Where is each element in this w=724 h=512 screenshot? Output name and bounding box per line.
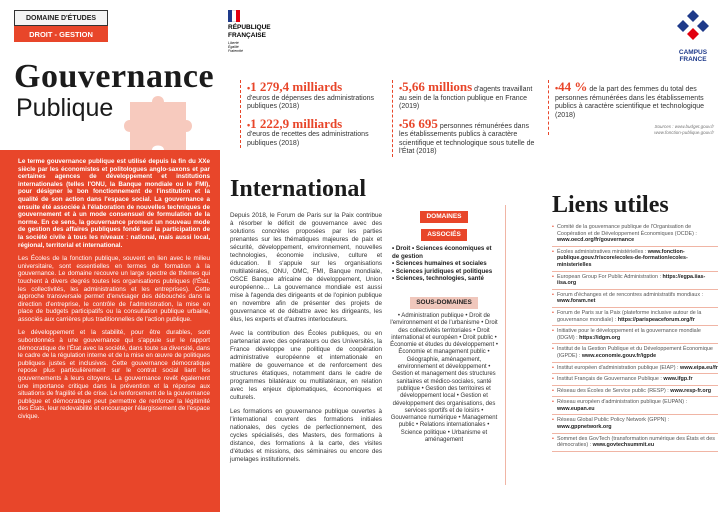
intro-paragraph: Le terme gouvernance publique est utilisé depuis la fin du XXe siècle par les économistes et politologues anglo-saxons et par certaines agences de développement et institutions internationales (telles l'ONU, la Banque mondiale ou le FMI), pour désigner le bon fonctionnement de l'institution et la qualité de son action dans l'espace social. La gouvernance a ensuite été associée à l'élaboration de nouvelles techniques de gouvernement et à un mode consensuel de formulation de la norme. En ce sens, la gouvernance promeut un nouveau mode de gestion des affaires publiques fondé sur la participation de la société civile à tous les niveaux : national, mais aussi local, régional, territorial et international. (18, 158, 210, 249)
link-label: Initiative pour le développement et la gouvernance mondiale (IDGM) : (557, 328, 701, 341)
sources-note: Sources : www.budget.gouv.fr www.fonction-publique.gouv.fr (654, 124, 714, 135)
list-item (552, 222, 718, 247)
list-item (552, 290, 718, 308)
list-item (552, 415, 718, 433)
stat-text: de la part des femmes du total des personnes rémunérées dans les établissements publics à caractère scientifique et technologique (2018) (555, 86, 705, 119)
link-url[interactable]: www.eupan.eu (557, 405, 595, 412)
tag-field: DROIT - GESTION (14, 26, 108, 42)
stat-item: •56 695 personnes rémunérées dans les établissements publics à caractère scientifique et technologique sous tutelle de l'État (2018) (399, 115, 535, 155)
international-paragraph: Les formations en gouvernance publique ouvertes à l'international couvrent des formations initiales nationales, des cycles de perfectionnement, des cycles spécialisés, des Masters, des formations à distance, des formations à la carte, des visites d'études et missions, des séminaires ou encore des jumelages institutionnels. (230, 408, 382, 463)
stat-text: d'euros de recettes des administrations publiques (2018) (247, 131, 369, 147)
domaines-list (388, 245, 500, 283)
republique-francaise-logo (228, 10, 308, 62)
tag-domain: DOMAINE D'ÉTUDES (14, 10, 108, 26)
link-label: Réseau des Écoles de Service public (RESP) : (557, 387, 671, 394)
link-url[interactable]: www.economie.gouv.fr/igpde (581, 352, 657, 359)
international-heading: International (230, 176, 367, 202)
stat-number: 44 % (558, 79, 588, 94)
link-url[interactable]: https://parispeaceforum.org/fr (617, 316, 695, 323)
link-url[interactable]: https://idgm.org (579, 334, 621, 341)
link-label: Réseau européen d'administration publique (EUPAN) : (557, 399, 688, 406)
international-paragraph: Depuis 2018, le Forum de Paris sur la Paix contribue à résorber le déficit de gouvernance avec des solutions concrètes proposées par les parties prenantes sur les thématiques majeures de paix et sécurité, développement, environnement, nouvelles technologies, économie inclusive, culture et éducation. Il s'appuie sur les organisations multilatérales, ONU, OMC, FMI, Banque mondiale, OSCE Banque africaine de développement, Union européenne… La gouvernance mondiale est aussi mise à l'agenda des dirigeants et de l'opinion publique en novembre afin de présenter des projets de gouvernance et de débattre avec les dirigeants, les élus, les experts et d'autres interlocuteurs. (230, 212, 382, 323)
stat-text: d'agents travaillant au sein de la fonction publique en France (2019) (399, 86, 533, 110)
stats-column-3 (548, 80, 714, 135)
column-divider (505, 205, 506, 485)
link-label: Institut de la Gestion Publique et du Développement Économique (IGPDE) : (557, 346, 713, 359)
list-item (552, 344, 718, 362)
intro-paragraph: Le développement et la stabilité, pour être durables, sont subordonnés à une gouvernance qui s'appuie sur le rapport démocratique de l'État avec la société, dans toute sa diversité, dans le cadre de la régulation interne et de la mise en œuvre de politiques publiques justes et inclusives. Cette gouvernance démocratique repose plus particulièrement sur le contrat social liant les gouvernements à leurs citoyens. La gouvernance revêt également une importance critique dans la prévention et la réponse aux situations de fragilité et de crise. Le renforcement de la gouvernance publique et démocratique peut permettre de renforcer la légitimité des États, leur redevabilité et encourager l'élargissement de l'espace civique. (18, 329, 210, 420)
stat-number: 1 279,4 milliards (250, 79, 343, 94)
list-item (552, 397, 718, 415)
stat-item: •1 222,9 milliards d'euros de recettes des administrations publiques (2018) (247, 115, 369, 147)
stat-text: d'euros de dépenses des administrations publiques (2018) (247, 94, 375, 110)
sous-domaines-heading: SOUS-DOMAINES (410, 297, 478, 309)
republic-name: RÉPUBLIQUE FRANÇAISE (228, 24, 271, 39)
link-url[interactable]: www.resp-fr.org (670, 387, 712, 394)
link-url[interactable]: www.gppnetwork.org (557, 424, 612, 431)
list-item (552, 272, 718, 290)
link-label: Écoles administratives ministérielles : (557, 248, 648, 255)
list-item (552, 308, 718, 326)
campus-france-logo (670, 8, 716, 63)
link-label: Réseau Global Public Policy Network (GPPN) : (557, 417, 670, 424)
stat-number: 56 695 (402, 115, 438, 131)
domaines-heading: DOMAINES (420, 211, 467, 223)
campus-france-text: CAMPUS FRANCE (678, 49, 708, 63)
sous-domaines-list: • Administration publique • Droit de l'environnement et de l'urbanisme • Droit des collectivités territoriales • Droit international et européen • Droit public • Économie et études du développement • Économie et management public • Géographie, aménagement, environnement et développement • Gestion et management des structures sanitaires et médico-sociales, santé publique • Gestion des territoires et développement local • Gestion et développement des organisations, des services sportifs et de loisirs • Gouvernance numérique • Management public • Relations internationales • Science politique • Urbanisme et aménagement (390, 312, 498, 444)
list-item: • Sciences humaines et sociales (392, 260, 487, 268)
liens-heading: Liens utiles (552, 192, 669, 218)
liens-list (552, 222, 718, 452)
stats-column-2 (392, 80, 536, 157)
republic-motto: Liberté Égalité Fraternité (228, 41, 243, 53)
intro-panel (0, 150, 220, 512)
stat-item: •44 % de la part des femmes du total des personnes rémunérées dans les établissements publics à caractère scientifique et technologique (2018) (555, 79, 705, 119)
intro-paragraph: Les Écoles de la fonction publique, souvent en lien avec le milieu universitaire, sont essentielles en termes de formation à la gouvernance. Le domaine recouvre un large spectre de thèmes qui touchent à divers degrés toutes les organisations publiques (l'État, les collectivités, les administrations et les entreprises). Cette approche transversale permet d'envisager des débouchés dans la direction d'entreprise, le contrôle de l'administration, la mise en place de budgets participatifs ou la consultation publique urbaine, associés aux carrières plus traditionnelles de l'action publique. (18, 255, 210, 323)
stat-item: •1 279,4 milliards d'euros de dépenses des administrations publiques (2018) (247, 79, 375, 110)
link-label: Comité de la gouvernance publique de l'Organisation de Coopération et de Développement Économiques (OCDE) : (557, 224, 697, 237)
international-paragraph: Avec la contribution des Écoles publiques, ou en partenariat avec des opérateurs ou des Universités, la France développe une politique de coopération administrative européenne et internationale en matière de gouvernance et de renforcement des structures étatiques, notamment dans le cadre de programmes bilatéraux ou multilatéraux, en relation avec les enjeux diplomatiques, économiques et culturels. (230, 330, 382, 401)
link-label: European Group For Public Administration : (557, 273, 663, 280)
list-item: • Sciences, technologies, santé (392, 275, 484, 283)
link-url[interactable]: www.foram.net (557, 298, 596, 305)
link-label: Institut européen d'administration publique (EIAP) : (557, 364, 680, 371)
associes-heading: ASSOCIÉS (421, 229, 467, 241)
link-url[interactable]: www.oecd.org/fr/gouvernance (557, 237, 635, 244)
page-title: Gouvernance (14, 58, 215, 95)
list-item (552, 374, 718, 386)
list-item (552, 363, 718, 375)
stat-number: 5,66 millions (402, 79, 473, 94)
list-item (552, 434, 718, 452)
link-url[interactable]: www.ifgp.fr (663, 376, 693, 383)
list-item (552, 247, 718, 272)
stats-column-1 (240, 80, 376, 148)
domaines-column (388, 205, 500, 444)
link-label: Sommet des GovTech (transformation numérique des États et des démocraties) : (557, 435, 715, 449)
link-url[interactable]: www.fonction-publique.gouv.fr/score/ecoles-de-formation/ecoles-ministerielles (557, 248, 688, 268)
list-item (552, 326, 718, 344)
list-item: • Sciences juridiques et politiques (392, 267, 493, 275)
link-url[interactable]: www.eipa.eu/fr (680, 364, 718, 371)
french-flag-icon (228, 10, 240, 22)
link-label: Institut Français de Gouvernance Publique : (557, 376, 664, 383)
stat-number: 1 222,9 milliards (250, 115, 343, 131)
puzzle-icon (110, 92, 205, 152)
link-url[interactable]: https://egpa.iias-iisa.org (557, 273, 706, 287)
international-column (230, 212, 382, 470)
stat-item: •5,66 millions d'agents travaillant au sein de la fonction publique en France (2019) (399, 79, 533, 110)
stat-text: personnes rémunérées dans les établissements publics à caractère scientifique et technologique sous tutelle de l'État (2018) (399, 122, 535, 155)
list-item (552, 386, 718, 398)
link-label: Forum de Paris sur la Paix (plateforme inclusive autour de la gouvernance mondiale) : (557, 309, 702, 323)
page-subtitle: Publique (16, 94, 114, 122)
list-item: • Droit • Sciences économiques et de gestion (392, 245, 492, 260)
link-url[interactable]: www.govtechsummit.eu (592, 442, 655, 449)
campus-france-emblem-icon (673, 8, 713, 42)
link-label: Forum d'échanges et de rencontres administratifs mondiaux : (557, 291, 704, 298)
